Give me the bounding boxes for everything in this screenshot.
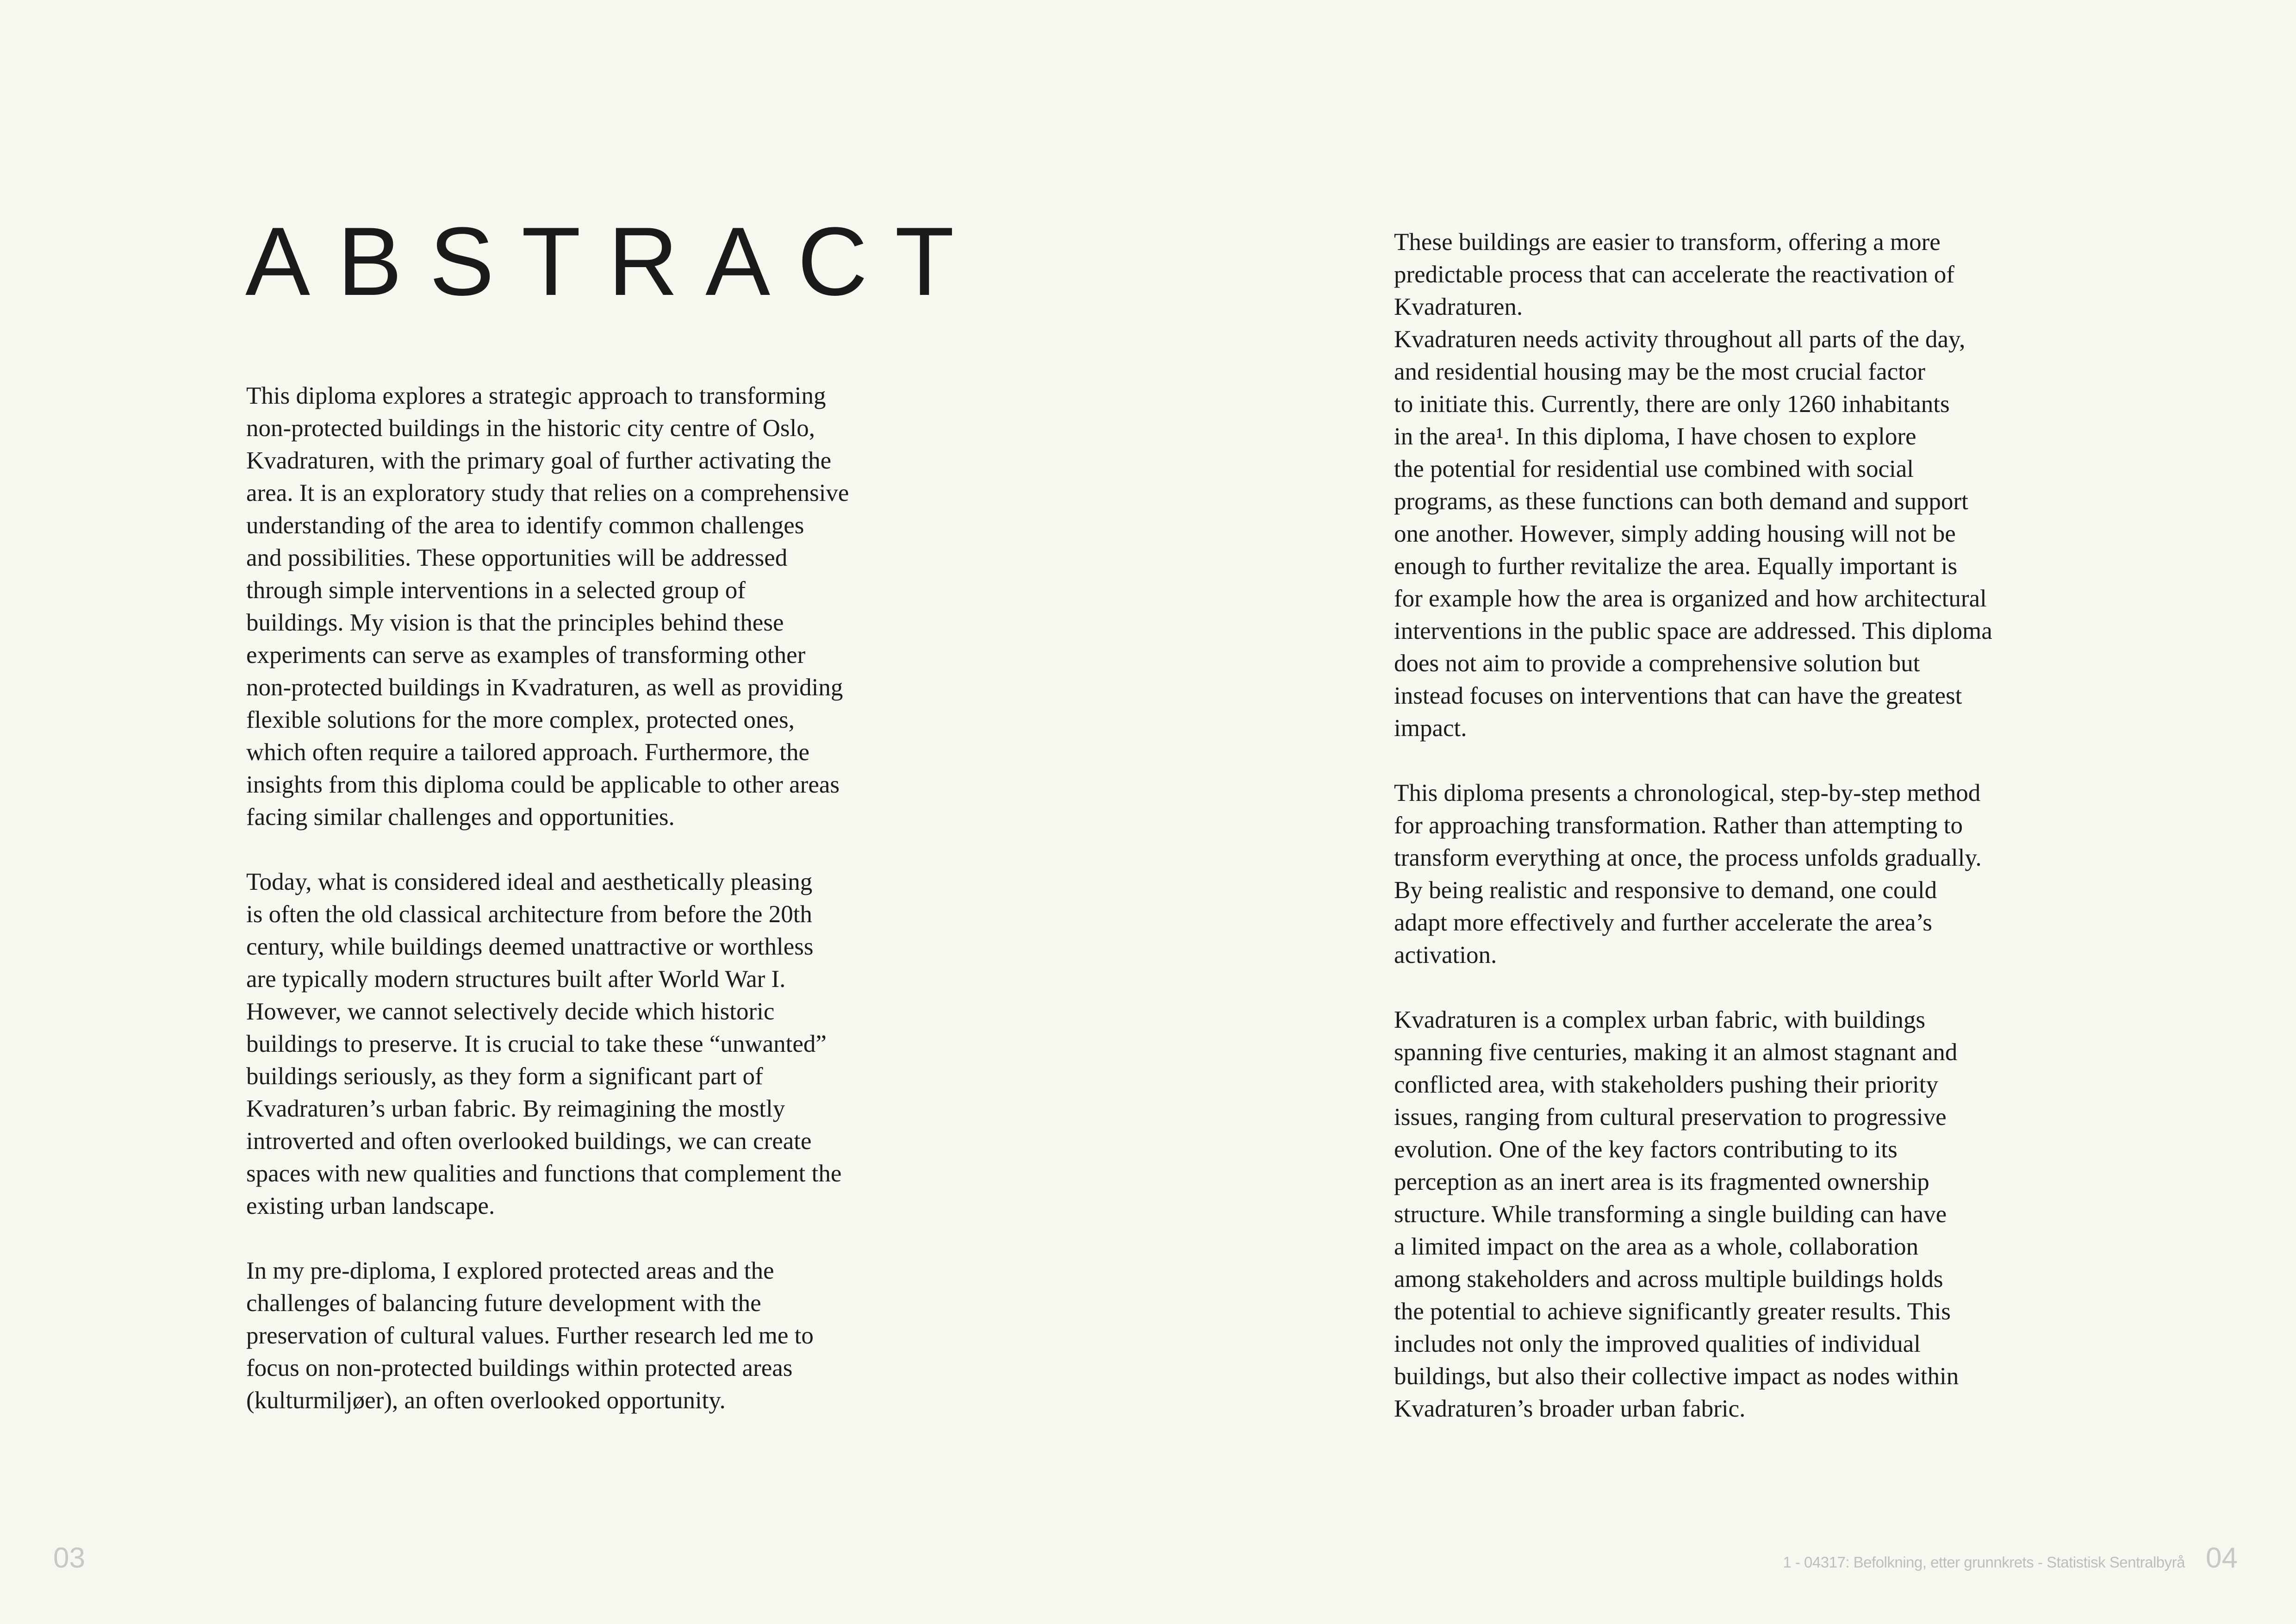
text-line: is often the old classical architecture from before the 20th xyxy=(246,901,812,928)
text-line: in the area¹. In this diploma, I have chosen to explore xyxy=(1394,423,1916,450)
text-line: introverted and often overlooked buildings, we can create xyxy=(246,1128,812,1155)
text-line: non-protected buildings in Kvadraturen, as well as providing xyxy=(246,674,843,701)
text-line: a limited impact on the area as a whole, collaboration xyxy=(1394,1233,1919,1260)
text-line: This diploma presents a chronological, step-by-step method xyxy=(1394,780,1981,806)
text-line: through simple interventions in a selected group of xyxy=(246,577,746,604)
page-title: ABSTRACT xyxy=(245,207,982,316)
text-line: impact. xyxy=(1394,715,1467,742)
text-line: buildings, but also their collective impact as nodes within xyxy=(1394,1363,1959,1390)
text-line: These buildings are easier to transform, offering a more xyxy=(1394,229,1941,256)
paragraph xyxy=(1394,226,2065,744)
text-line: understanding of the area to identify common challenges xyxy=(246,512,804,539)
text-line: activation. xyxy=(1394,942,1497,968)
text-line: does not aim to provide a comprehensive solution but xyxy=(1394,650,1920,677)
text-line: predictable process that can accelerate the reactivation of xyxy=(1394,261,1954,288)
text-line: transform everything at once, the process unfolds gradually. xyxy=(1394,844,1982,871)
text-line: programs, as these functions can both demand and support xyxy=(1394,488,1968,515)
text-line: flexible solutions for the more complex, protected ones, xyxy=(246,706,795,733)
text-line: existing urban landscape. xyxy=(246,1193,495,1219)
text-line: (kulturmiljøer), an often overlooked opportunity. xyxy=(246,1387,726,1414)
text-line: In my pre-diploma, I explored protected areas and the xyxy=(246,1257,774,1284)
right-column xyxy=(1394,226,2065,1425)
footnote: 1 - 04317: Befolkning, etter grunnkrets - Statistisk Sentralbyrå xyxy=(1783,1554,2185,1571)
page-number-right: 04 xyxy=(2206,1542,2238,1574)
text-line: This diploma explores a strategic approach to transforming xyxy=(246,382,826,409)
text-line: spanning five centuries, making it an almost stagnant and xyxy=(1394,1039,1958,1066)
text-line: for approaching transformation. Rather than attempting to xyxy=(1394,812,1963,839)
paragraph xyxy=(246,1255,913,1417)
text-line: includes not only the improved qualities of individual xyxy=(1394,1330,1921,1357)
text-line: buildings seriously, as they form a significant part of xyxy=(246,1063,763,1090)
text-line: By being realistic and responsive to demand, one could xyxy=(1394,877,1937,904)
text-line: enough to further revitalize the area. Equally important is xyxy=(1394,553,1958,580)
text-line: However, we cannot selectively decide which historic xyxy=(246,998,775,1025)
text-line: Kvadraturen, with the primary goal of further activating the xyxy=(246,447,832,474)
text-line: structure. While transforming a single building can have xyxy=(1394,1201,1947,1228)
text-line: insights from this diploma could be applicable to other areas xyxy=(246,771,840,798)
text-line: perception as an inert area is its fragmented ownership xyxy=(1394,1168,1929,1195)
text-line: Kvadraturen needs activity throughout all parts of the day, xyxy=(1394,326,1966,353)
paragraph xyxy=(1394,777,2065,971)
text-line: facing similar challenges and opportunities. xyxy=(246,804,675,831)
text-line: non-protected buildings in the historic city centre of Oslo, xyxy=(246,415,815,442)
left-column xyxy=(246,380,913,1417)
text-line: Today, what is considered ideal and aesthetically pleasing xyxy=(246,868,813,895)
text-line: Kvadraturen’s urban fabric. By reimagining the mostly xyxy=(246,1095,785,1122)
text-line: conflicted area, with stakeholders pushing their priority xyxy=(1394,1071,1938,1098)
page-number-left: 03 xyxy=(53,1542,85,1574)
text-line: Kvadraturen’s broader urban fabric. xyxy=(1394,1395,1746,1422)
text-line: which often require a tailored approach. Furthermore, the xyxy=(246,739,810,766)
text-line: issues, ranging from cultural preservation to progressive xyxy=(1394,1104,1947,1131)
text-line: adapt more effectively and further accelerate the area’s xyxy=(1394,909,1932,936)
text-line: the potential for residential use combined with social xyxy=(1394,456,1914,482)
text-line: one another. However, simply adding housing will not be xyxy=(1394,520,1956,547)
text-line: and possibilities. These opportunities will be addressed xyxy=(246,544,788,571)
text-line: challenges of balancing future development with the xyxy=(246,1290,761,1317)
text-line: and residential housing may be the most crucial factor xyxy=(1394,358,1925,385)
text-line: area. It is an exploratory study that relies on a comprehensive xyxy=(246,480,849,506)
text-line: for example how the area is organized and how architectural xyxy=(1394,585,1987,612)
text-line: evolution. One of the key factors contributing to its xyxy=(1394,1136,1898,1163)
paragraph xyxy=(246,380,913,833)
text-line: interventions in the public space are addressed. This diploma xyxy=(1394,618,1992,644)
text-line: among stakeholders and across multiple buildings holds xyxy=(1394,1266,1943,1293)
text-line: experiments can serve as examples of transforming other xyxy=(246,642,806,668)
text-line: buildings to preserve. It is crucial to take these “unwanted” xyxy=(246,1031,827,1057)
text-line: buildings. My vision is that the principles behind these xyxy=(246,609,784,636)
paragraph xyxy=(246,866,913,1222)
text-line: preservation of cultural values. Further research led me to xyxy=(246,1322,814,1349)
text-line: are typically modern structures built after World War I. xyxy=(246,966,786,993)
text-line: Kvadraturen is a complex urban fabric, with buildings xyxy=(1394,1006,1926,1033)
text-line: spaces with new qualities and functions that complement the xyxy=(246,1160,842,1187)
text-line: Kvadraturen. xyxy=(1394,294,1523,320)
paragraph xyxy=(1394,1004,2065,1425)
text-line: to initiate this. Currently, there are only 1260 inhabitants xyxy=(1394,391,1950,418)
text-line: the potential to achieve significantly greater results. This xyxy=(1394,1298,1951,1325)
text-line: century, while buildings deemed unattractive or worthless xyxy=(246,933,814,960)
text-line: focus on non-protected buildings within protected areas xyxy=(246,1355,793,1381)
text-line: instead focuses on interventions that can have the greatest xyxy=(1394,682,1962,709)
